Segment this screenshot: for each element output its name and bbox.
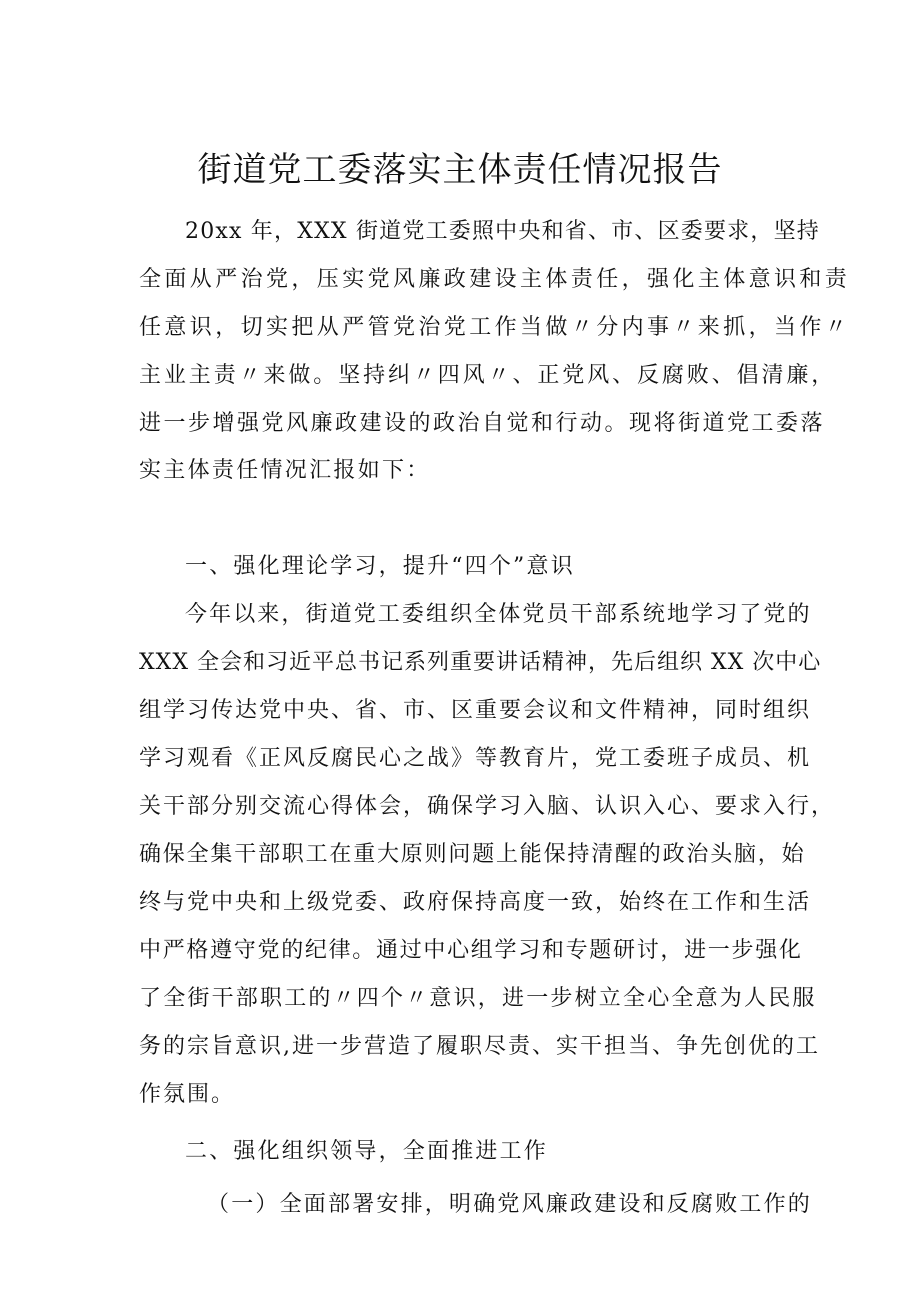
paragraph-2-line-3: 组学习传达党中央、省、市、区重要会议和文件精神，同时组织 [139,698,812,723]
subsection-heading-1: （一）全面部署安排，明确党风廉政建设和反腐败工作的 [207,1192,813,1217]
paragraph-1-line-3: 任意识，切实把从严管党治党工作当做〃分内事〃来抓，当作〃 [139,315,851,340]
paragraph-1-line-5: 进一步增强党风廉政建设的政治自觉和行动。现将街道党工委落 [139,411,826,436]
section-heading-2: 二、强化组织领导，全面推进工作 [185,1139,549,1164]
paragraph-1-line-6: 实主体责任情况汇报如下： [139,458,431,483]
paragraph-2-line-11: 作氛围。 [139,1082,236,1107]
paragraph-2-line-1: 今年以来，街道党工委组织全体党员干部系统地学习了党的 [185,602,812,627]
paragraph-2-line-6: 确保全集干部职工在重大原则问题上能保持清醒的政治头脑，始 [139,842,806,867]
document-title: 街道党工委落实主体责任情况报告 [197,150,723,190]
paragraph-1-line-4: 主业主责〃来做。坚持纠〃四风〃、正党风、反腐败、倡清廉， [139,363,837,388]
paragraph-2-line-8: 中严格遵守党的纪律。通过中心组学习和专题研讨，进一步强化 [139,938,803,963]
paragraph-2-line-10: 务的宗旨意识,进一步营造了履职尽责、实干担当、争先创优的工 [139,1034,820,1059]
paragraph-2-line-2: XXX 全会和习近平总书记系列重要讲话精神，先后组织 XX 次中心 [139,650,822,675]
paragraph-2-line-9: 了全街干部职工的〃四个〃意识，进一步树立全心全意为人民服 [139,986,817,1011]
section-heading-1: 一、强化理论学习，提升“四个”意识 [185,554,575,579]
paragraph-1-line-2: 全面从严治党，压实党风廉政建设主体责任，强化主体意识和责 [139,267,851,292]
paragraph-2-line-5: 关干部分别交流心得体会，确保学习入脑、认识入心、要求入行， [139,794,836,819]
paragraph-2-line-7: 终与党中央和上级党委、政府保持高度一致，始终在工作和生活 [139,890,812,915]
paragraph-2-line-4: 学习观看《正风反腐民心之战》等教育片，党工委班子成员、机 [139,746,812,771]
paragraph-1-line-1: 20xx 年，XXX 街道党工委照中央和省、市、区委要求，坚持 [185,219,820,244]
